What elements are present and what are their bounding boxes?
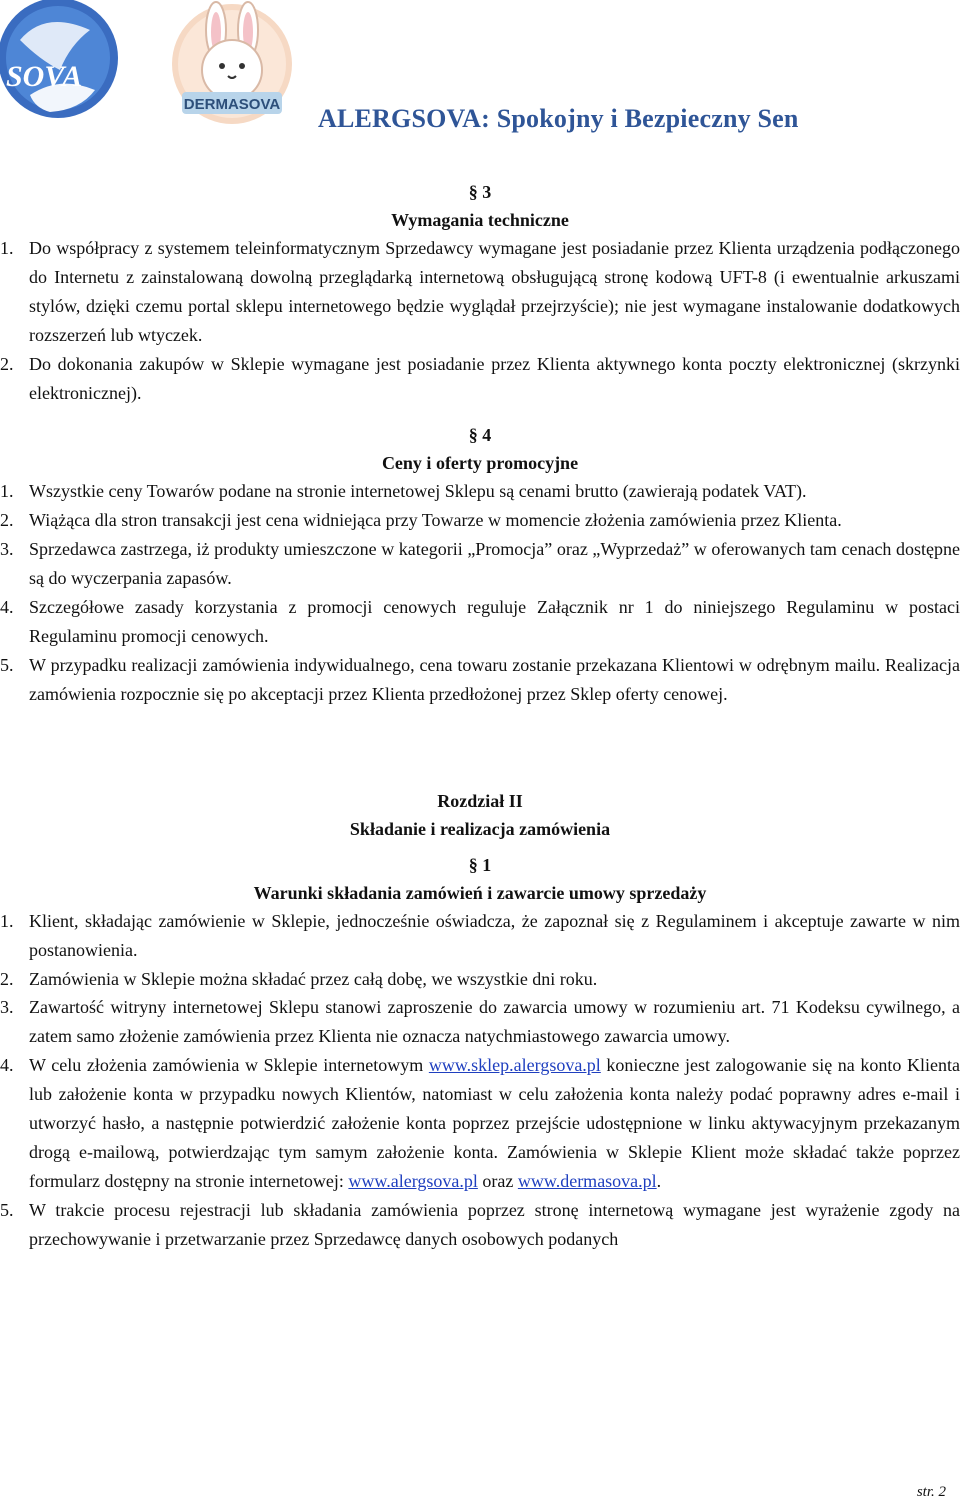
- page-header: [0, 0, 960, 150]
- page-number: str. 2: [916, 1484, 946, 1500]
- svg-text:SOVA: SOVA: [6, 60, 83, 93]
- item-text: oraz: [477, 1170, 518, 1191]
- item-number: 5.: [0, 1199, 14, 1220]
- alergsova-link[interactable]: www.alergsova.pl: [348, 1170, 478, 1191]
- item-number: 2.: [0, 353, 14, 374]
- section-sign: § 4: [468, 425, 492, 446]
- dermasova-link[interactable]: www.dermasova.pl: [517, 1170, 657, 1191]
- chapter-subtitle: Składanie i realizacja zamówienia: [349, 818, 611, 839]
- item-text: Sprzedawca zastrzega, iż produkty umieszczone w kategorii „Promocja” oraz „Wyprzedaż” w oferowanych tam cenach dostępne są do wyczerpania zapasów.: [29, 539, 960, 589]
- list-item: [0, 506, 960, 535]
- item-text: W przypadku realizacji zamówienia indywidualnego, cena towaru zostanie przekazana Klientowi w odrębnym mailu. Realizacja zamówienia rozpocznie się po akceptacji przez Klienta przedłożonej przez Sklep oferty cenowej.: [29, 654, 960, 704]
- section-title: Wymagania techniczne: [391, 210, 569, 230]
- svg-text:DERMASOVA: DERMASOVA: [183, 96, 281, 113]
- item-text: Do dokonania zakupów w Sklepie wymagane jest posiadanie przez Klienta aktywnego konta poczty elektronicznej (skrzynki elektronicznej).: [29, 353, 960, 403]
- list-item: [0, 477, 960, 506]
- section-title: Ceny i oferty promocyjne: [381, 453, 579, 474]
- list-item: [0, 535, 960, 593]
- item-text: Do współpracy z systemem teleinformatycznym Sprzedawcy wymagane jest posiadanie przez Klienta urządzenia podłączonego do Internetu z zainstalowaną dowolną przeglądarką internetową obsługującą stronę kodową UFT-8 (i ewentualnie arkuszami stylów, dzięki czemu portal sklepu internetowego będzie wyglądał przejrzyście); nie jest wymagane instalowanie dodatkowych rozszerzeń lub wtyczek.: [29, 238, 960, 345]
- list-item: [0, 350, 960, 408]
- list-item: [0, 993, 960, 1051]
- item-number: 3.: [0, 997, 14, 1018]
- item-number: 1.: [0, 910, 14, 931]
- list-item: [0, 651, 960, 709]
- item-text: Klient, składając zamówienie w Sklepie, jednocześnie oświadcza, że zapoznał się z Regulaminem i akceptuje zawarte w nim postanowienia.: [29, 910, 960, 960]
- item-number: 2.: [0, 968, 14, 989]
- section-sign: § 1: [468, 854, 492, 875]
- item-text: W celu złożenia zamówienia w Sklepie internetowym: [29, 1055, 429, 1076]
- item-text: Wszystkie ceny Towarów podane na stronie internetowej Sklepu są cenami brutto (zawierają podatek VAT).: [29, 481, 807, 502]
- item-number: 1.: [0, 238, 14, 258]
- document-header-title: ALERGSOVA: Spokojny i Bezpieczny Sen: [318, 104, 799, 133]
- item-number: 3.: [0, 539, 14, 560]
- item-text: Zamówienia w Sklepie można składać przez całą dobę, we wszystkie dni roku.: [29, 968, 598, 989]
- dermasova-logo: [168, 0, 296, 128]
- item-text: .: [656, 1170, 662, 1191]
- item-number: 4.: [0, 1055, 14, 1076]
- section-sign: § 3: [468, 182, 492, 202]
- item-text: Wiążąca dla stron transakcji jest cena widniejąca przy Towarze w momencie złożenia zamówienia przez Klienta.: [29, 510, 842, 531]
- list-item: [0, 907, 960, 965]
- section-title: Warunki składania zamówień i zawarcie umowy sprzedaży: [253, 882, 707, 903]
- item-text: konieczne jest zalogowanie się na konto Klienta lub założenie konta w przypadku nowych Klientów, natomiast w celu założenia konta należy podać poprawny adres e-mail i utworzyć hasło, a następnie potwierdzić założenie konta poprzez przejście udostępnione w linku aktywacyjnym przekazanym drogą e-mailową, potwierdzając tym samym założenie konta. Zamówienia w Sklepie Klient może składać także poprzez formularz dostępny na stronie internetowej:: [29, 1055, 960, 1191]
- item-text: Szczegółowe zasady korzystania z promocji cenowych reguluje Załącznik nr 1 do niniejszego Regulaminu w postaci Regulaminu promocji cenowych.: [29, 597, 960, 646]
- chapter-title: Rozdział II: [437, 790, 523, 811]
- shop-link[interactable]: www.sklep.alergsova.pl: [428, 1055, 601, 1076]
- item-number: 4.: [0, 597, 14, 618]
- list-item: [0, 1196, 960, 1254]
- list-item: [0, 234, 960, 350]
- item-text: W trakcie procesu rejestracji lub składania zamówienia poprzez stronę internetową wymagane jest wyrażenie zgody na przechowywanie i przetwarzanie przez Sprzedawcę danych osobowych podanych: [29, 1199, 960, 1249]
- item-number: 1.: [0, 481, 14, 502]
- item-text: Zawartość witryny internetowej Sklepu stanowi zaproszenie do zawarcia umowy w rozumieniu art. 71 Kodeksu cywilnego, a zatem samo złożenie zamówienia przez Klienta nie oznacza natychmiastowego zawarcia umowy.: [29, 997, 960, 1047]
- list-item: [0, 1051, 960, 1196]
- list-item: [0, 593, 960, 651]
- item-number: 5.: [0, 654, 14, 675]
- item-number: 2.: [0, 510, 14, 531]
- list-item: [0, 965, 960, 994]
- sova-logo: [0, 0, 140, 125]
- document-body: [0, 178, 960, 1254]
